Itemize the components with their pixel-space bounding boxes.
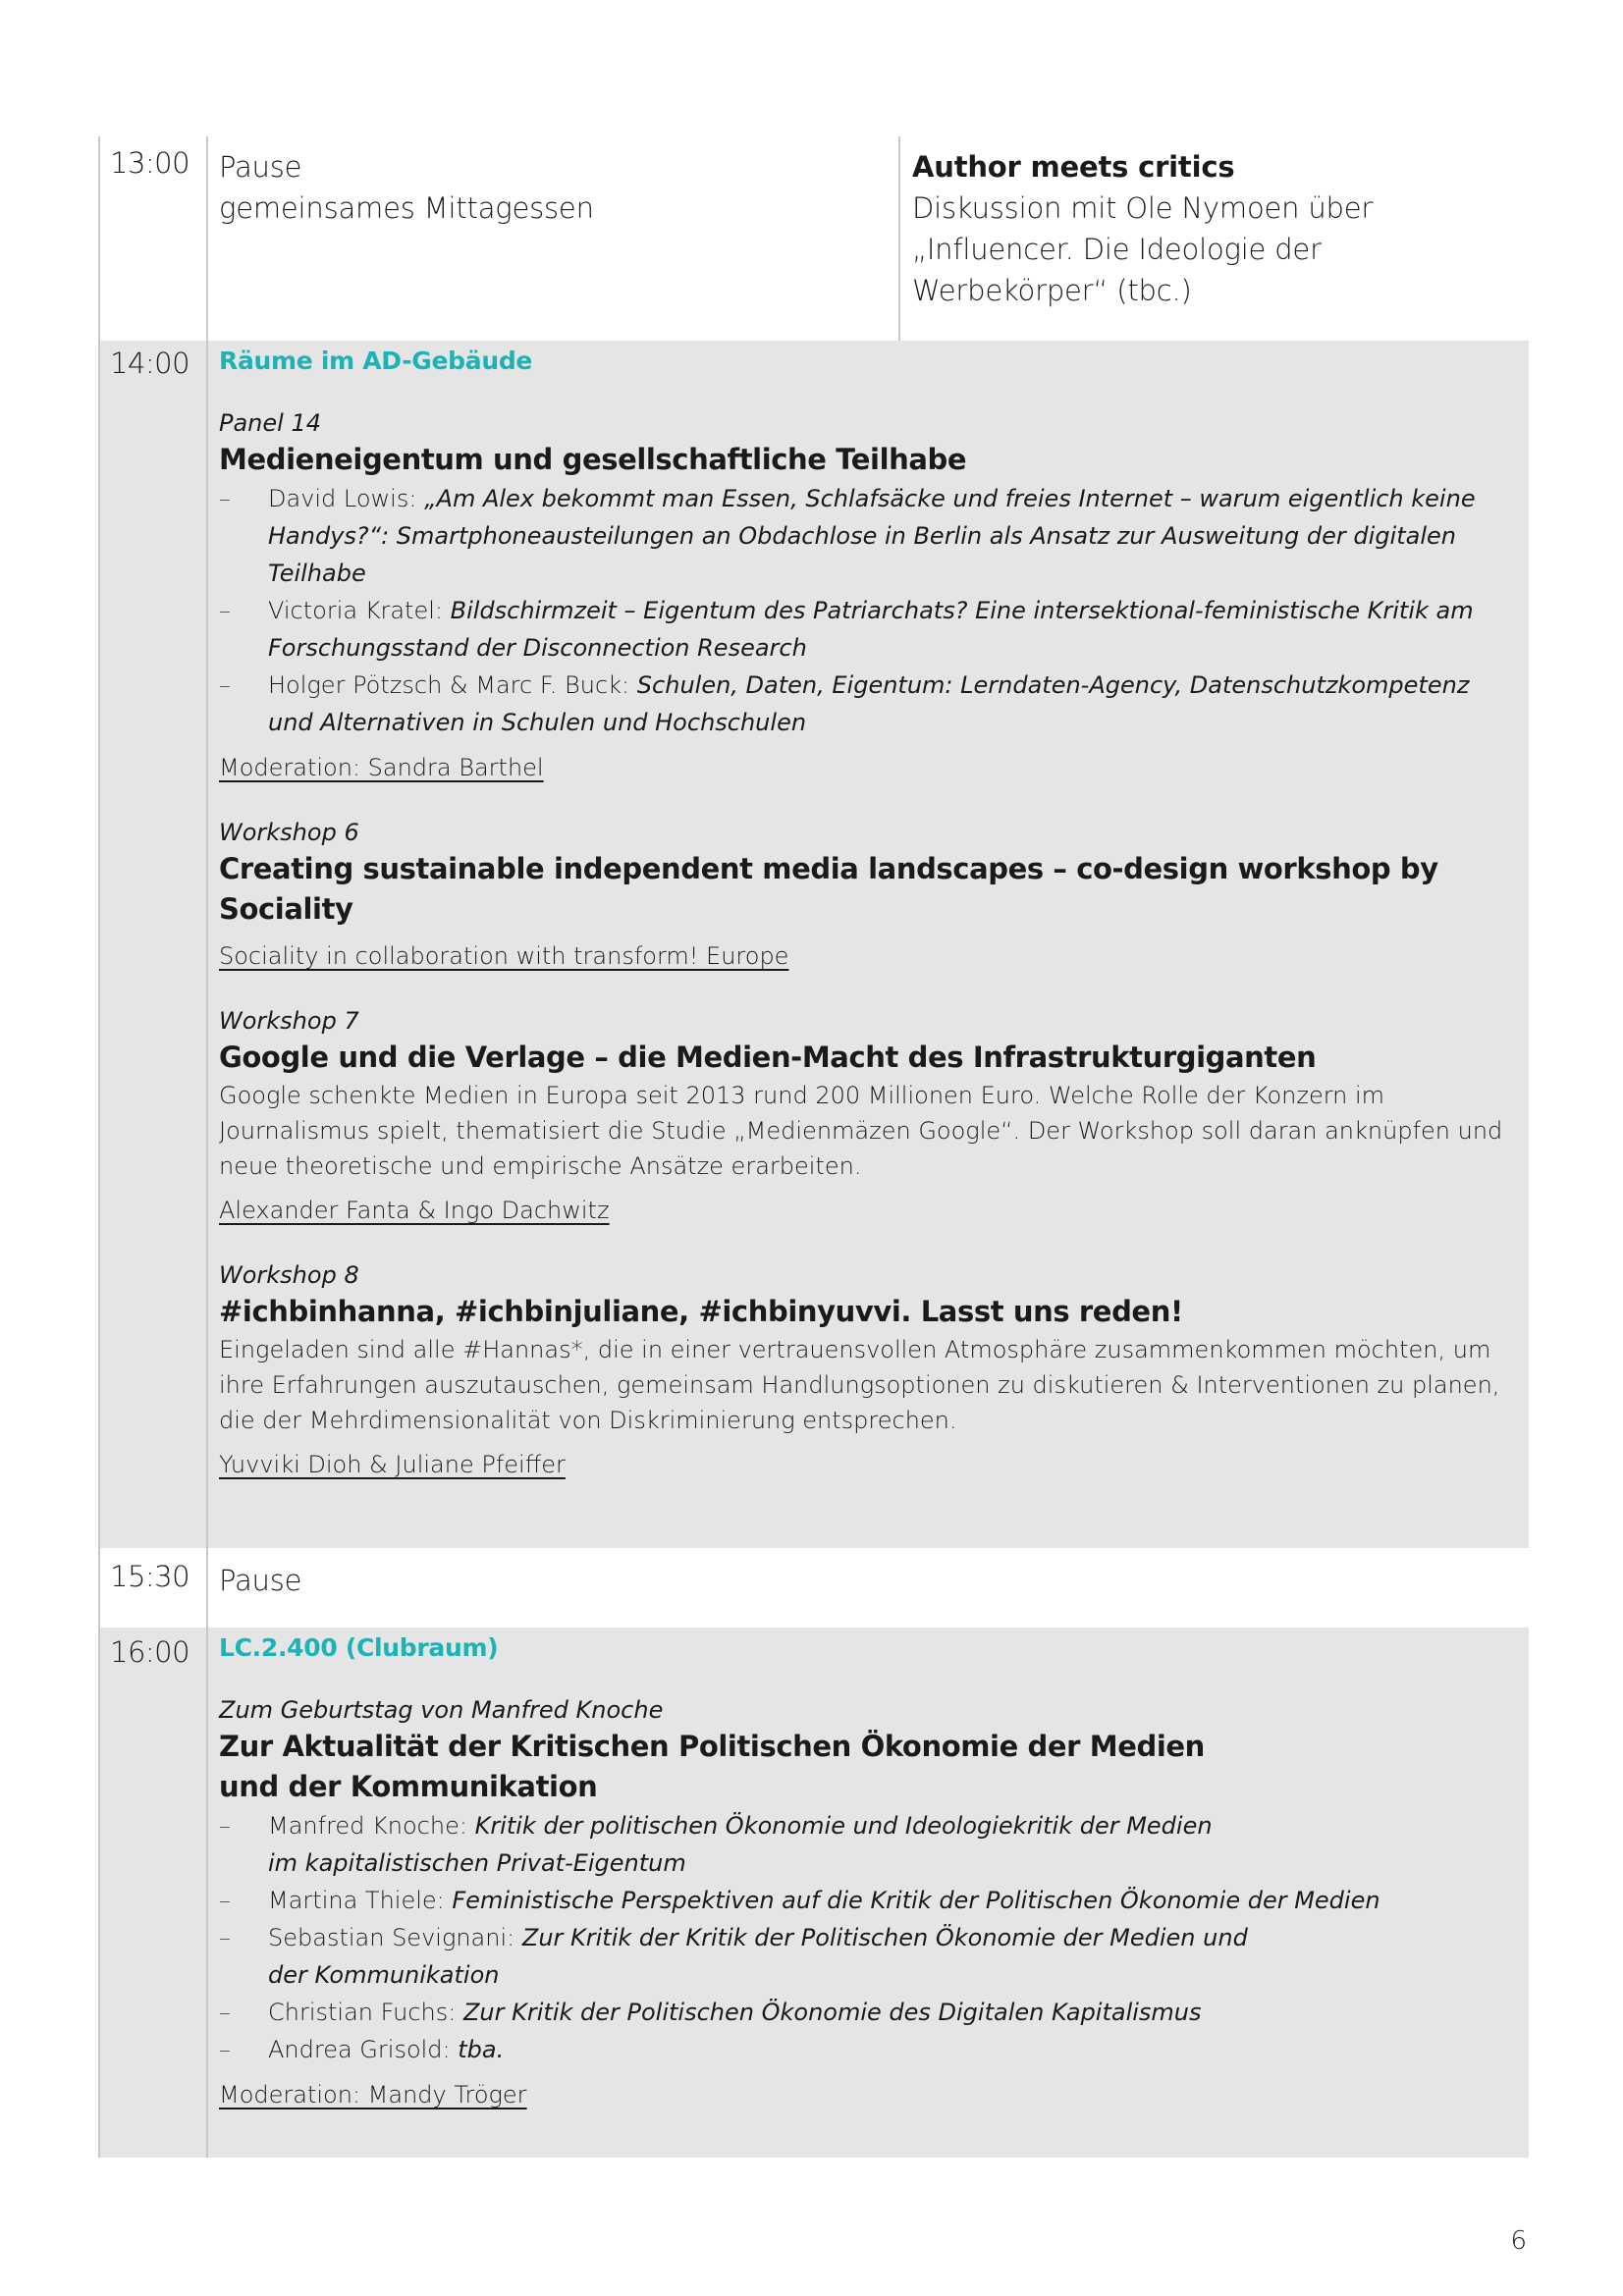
talk-item: [219, 1882, 1519, 1919]
talk-item: [219, 1919, 1519, 1994]
speaker: Christian Fuchs:: [268, 1999, 457, 2026]
talk-title: Zur Kritik der Kritik der Politischen Ökonomie der Medien und: [521, 1924, 1248, 1951]
session-title: Creating sustainable independent media landscapes – co-design workshop by Sociality: [219, 852, 1438, 926]
talk-item: [219, 592, 1519, 667]
table-left-border: [98, 136, 100, 2158]
talk-item: [219, 1807, 1519, 1882]
speaker: Holger Pötzsch & Marc F. Buck:: [268, 671, 630, 699]
schedule-row-1600: [100, 1628, 1529, 2158]
session-title: Zur Aktualität der Kritischen Politischen Ökonomie der Medien: [219, 1730, 1205, 1763]
talk-title: Kritik der politischen Ökonomie und Ideologiekritik der Medien: [474, 1812, 1213, 1840]
talk-list: [219, 1807, 1519, 2068]
speaker: Martina Thiele:: [268, 1887, 445, 1914]
organizer-label: Sociality in collaboration with transform! Europe: [219, 942, 789, 970]
column-divider: [898, 136, 900, 341]
session-block: [219, 347, 1519, 1481]
organizer-label: Alexander Fanta & Ingo Dachwitz: [219, 1197, 610, 1224]
moderation-label: Moderation: Sandra Barthel: [219, 754, 544, 781]
talk-title-continued: im kapitalistischen Privat-Eigentum: [268, 1849, 686, 1877]
session-kicker: Workshop 7: [219, 1007, 359, 1035]
dash-marker: –: [219, 1999, 231, 2026]
speaker: Sebastian Sevignani:: [268, 1924, 515, 1951]
time-label: 13:00: [110, 146, 190, 180]
talk-title: „Am Alex bekommt man Essen, Schlafsäcke und freies Internet – warum eigentlich keine Handys?“: Smartphoneausteilungen an Obdachlose in Berlin als Ansatz zur Ausweitung der digitalen Teilhabe: [268, 485, 1476, 587]
session-title: #ichbinhanna, #ichbinjuliane, #ichbinyuvvi. Lasst uns reden!: [219, 1295, 1183, 1328]
session-title: Google und die Verlage – die Medien-Macht des Infrastrukturgiganten: [219, 1041, 1317, 1074]
schedule-row-1530: [100, 1548, 1529, 1628]
dash-marker: –: [219, 671, 231, 699]
session-kicker: Workshop 8: [219, 1261, 359, 1289]
dash-marker: –: [219, 597, 231, 624]
organizer-label: Yuvviki Dioh & Juliane Pfeiffer: [219, 1451, 566, 1478]
time-label: 15:30: [110, 1560, 190, 1593]
talk-title: Zur Kritik der Politischen Ökonomie des Digitalen Kapitalismus: [462, 1999, 1202, 2026]
speaker: Manfred Knoche:: [268, 1812, 467, 1840]
session-title: Author meets critics: [912, 150, 1235, 184]
session-description: Eingeladen sind alle #Hannas*, die in einer vertrauensvollen Atmosphäre zusammenkommen möchten, um ihre Erfahrungen auszutauschen, gemeinsam Handlungsoptionen zu diskutieren & Interventionen zu planen, die der Mehrdimensionalität von Diskriminierung entsprechen.: [219, 1336, 1500, 1434]
dash-marker: –: [219, 1812, 231, 1840]
session-kicker: Workshop 6: [219, 819, 359, 846]
description-line: Werbekörper“ (tbc.): [912, 274, 1192, 307]
page-number: 6: [1510, 2226, 1527, 2256]
room-label: LC.2.400 (Clubraum): [219, 1633, 499, 1662]
talk-item: [219, 2031, 1519, 2068]
talk-title-continued: der Kommunikation: [268, 1961, 500, 1989]
schedule-row-1300: [100, 136, 1529, 341]
schedule-row-1400: [100, 341, 1529, 1548]
room-label: Räume im AD-Gebäude: [219, 347, 533, 375]
talk-title: tba.: [458, 2036, 505, 2063]
session-kicker: Panel 14: [219, 409, 321, 437]
talk-title: Bildschirmzeit – Eigentum des Patriarchats? Eine intersektional-feministische Kritik am Forschungsstand der Disconnection Research: [268, 597, 1474, 662]
speaker: David Lowis:: [268, 485, 417, 512]
session-title: Medieneigentum und gesellschaftliche Teilhabe: [219, 443, 967, 476]
talk-title: Feministische Perspektiven auf die Kritik der Politischen Ökonomie der Medien: [452, 1887, 1380, 1914]
talk-item: [219, 667, 1519, 741]
session-title-continued: und der Kommunikation: [219, 1770, 598, 1803]
dash-marker: –: [219, 1924, 231, 1951]
time-label: 14:00: [110, 347, 190, 380]
time-label: 16:00: [110, 1635, 190, 1669]
dash-marker: –: [219, 1887, 231, 1914]
break-subtitle: gemeinsames Mittagessen: [219, 191, 594, 225]
talk-item: [219, 480, 1519, 592]
description-line: „Influencer. Die Ideologie der: [912, 233, 1322, 266]
author-meets-critics-cell: [912, 146, 1373, 311]
moderation-label: Moderation: Mandy Tröger: [219, 2081, 527, 2109]
session-description: Google schenkte Medien in Europa seit 2013 rund 200 Millionen Euro. Welche Rolle der Konzern im Journalismus spielt, thematisiert die Studie „Medienmäzen Google“. Der Workshop soll daran anknüpfen und neue theoretische und empirische Ansätze erarbeiten.: [219, 1082, 1503, 1180]
description-line: Diskussion mit Ole Nymoen über: [912, 191, 1374, 225]
dash-marker: –: [219, 485, 231, 512]
talk-title: Schulen, Daten, Eigentum: Lerndaten-Agency, Datenschutzkompetenz und Alternativen in Schulen und Hochschulen: [268, 671, 1470, 736]
talk-list: [219, 480, 1519, 741]
break-title: Pause: [219, 150, 302, 184]
break-title: Pause: [219, 1564, 302, 1597]
time-column-border: [206, 136, 208, 2158]
talk-item: [219, 1994, 1519, 2031]
speaker: Andrea Grisold:: [268, 2036, 451, 2063]
dash-marker: –: [219, 2036, 231, 2063]
speaker: Victoria Kratel:: [268, 597, 443, 624]
session-block: [219, 1633, 1519, 2111]
session-kicker: Zum Geburtstag von Manfred Knoche: [219, 1696, 664, 1724]
